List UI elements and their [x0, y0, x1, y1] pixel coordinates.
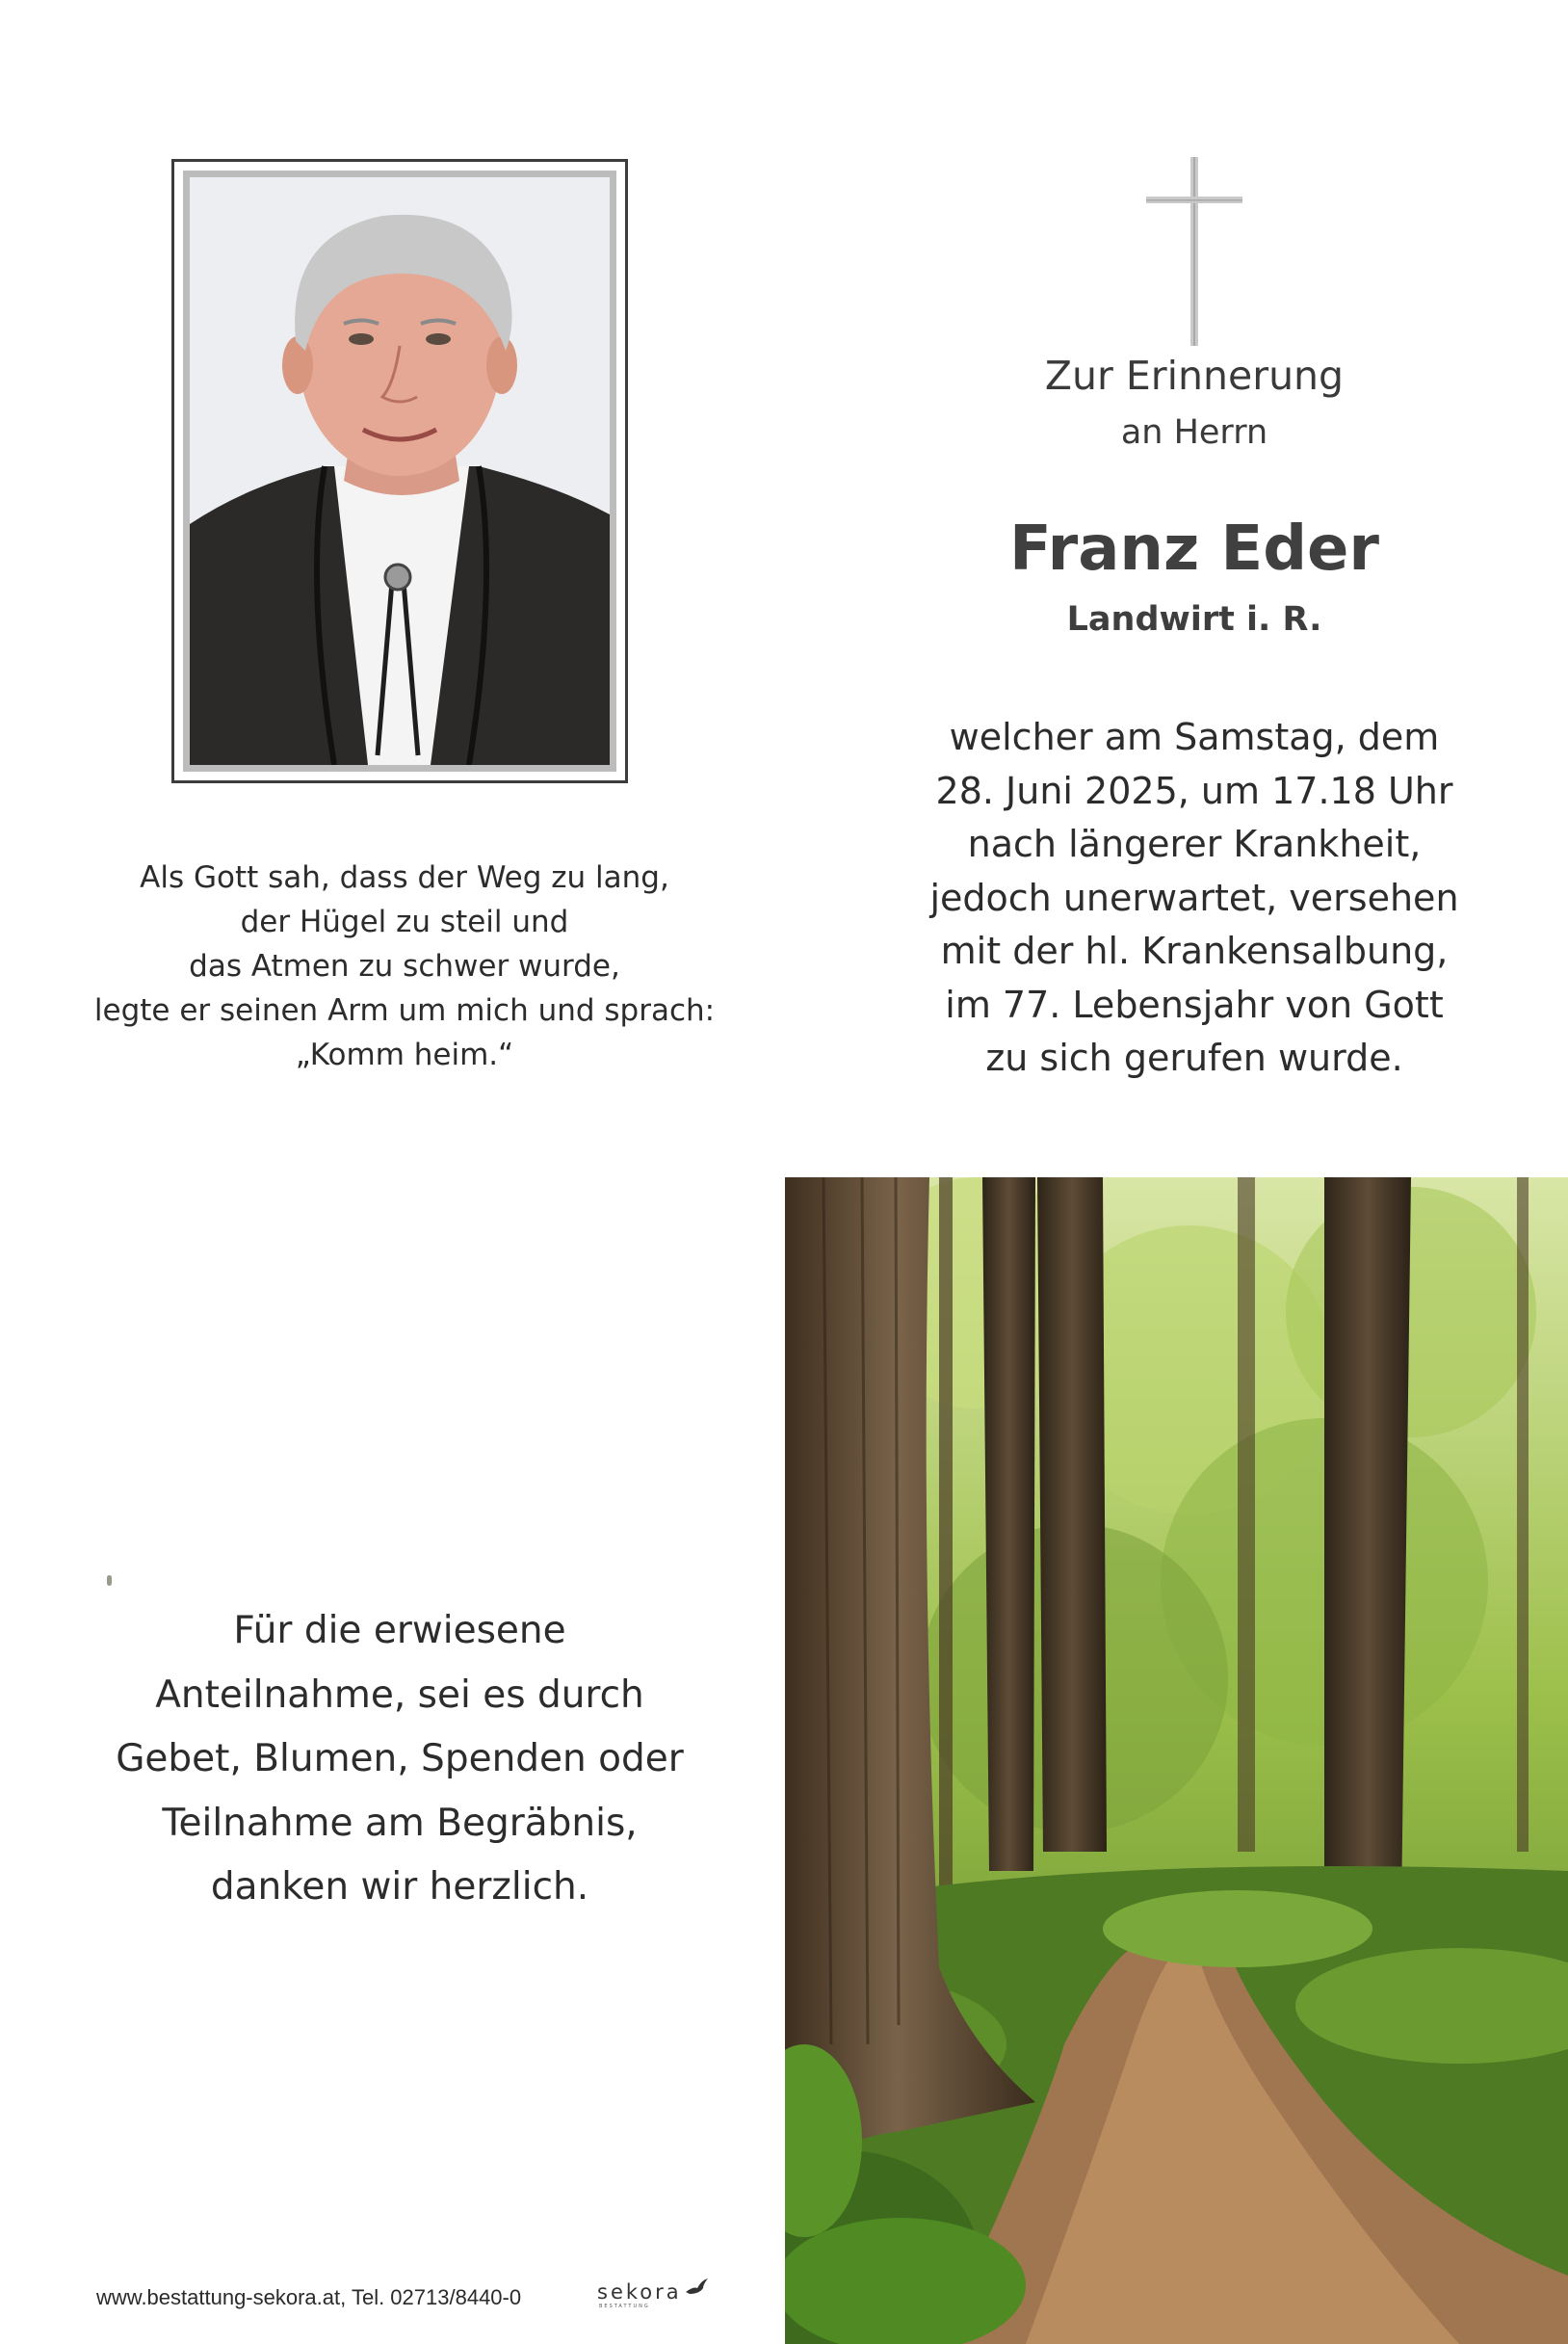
logo-name: sekora: [597, 2280, 682, 2304]
forest-path-image: [785, 1177, 1568, 2344]
portrait-mat: [183, 171, 616, 772]
thanks-line: Gebet, Blumen, Spenden oder: [116, 1737, 684, 1780]
deceased-name: Franz Eder: [1009, 514, 1379, 585]
announcement-line: mit der hl. Krankensalbung,: [940, 930, 1449, 972]
bird-icon: [684, 2277, 709, 2298]
memorial-salutation: an Herrn: [1120, 413, 1268, 452]
announcement-line: jedoch unerwartet, versehen: [929, 876, 1459, 919]
forest-illustration: [785, 1177, 1568, 2344]
poem: [39, 856, 771, 1077]
thanks-line: Anteilnahme, sei es durch: [155, 1672, 644, 1717]
portrait-photo: [190, 177, 610, 765]
poem-line: Als Gott sah, dass der Weg zu lang,: [140, 860, 669, 895]
poem-line: „Komm heim.“: [295, 1038, 514, 1072]
funeral-home-contact: www.bestattung-sekora.at, Tel. 02713/8440-0: [96, 2285, 522, 2309]
announcement-line: welcher am Samstag, dem: [949, 716, 1440, 758]
deceased-title: Landwirt i. R.: [1066, 600, 1322, 639]
cross-icon: [1146, 157, 1242, 346]
poem-line: das Atmen zu schwer wurde,: [189, 949, 620, 984]
scan-speck: [107, 1575, 112, 1586]
announcement: [867, 711, 1522, 1086]
thanks-line: Für die erwiesene: [233, 1609, 566, 1652]
announcement-line: 28. Juni 2025, um 17.18 Uhr: [935, 769, 1453, 812]
announcement-line: zu sich gerufen wurde.: [985, 1037, 1403, 1079]
thanks-line: danken wir herzlich.: [210, 1865, 589, 1909]
logo-subtitle: BESTATTUNG: [599, 2304, 650, 2309]
announcement-line: nach längerer Krankheit,: [967, 823, 1422, 865]
announcement-line: im 77. Lebensjahr von Gott: [945, 983, 1444, 1026]
sekora-logo: [597, 2277, 713, 2315]
portrait-illustration: [190, 177, 610, 765]
thanks-text: [58, 1599, 742, 1920]
portrait-frame: [171, 159, 628, 783]
thanks-line: Teilnahme am Begräbnis,: [162, 1801, 638, 1845]
poem-line: der Hügel zu steil und: [240, 905, 569, 939]
memorial-heading: Zur Erinnerung: [1044, 353, 1345, 399]
poem-line: legte er seinen Arm um mich und sprach:: [93, 993, 716, 1028]
